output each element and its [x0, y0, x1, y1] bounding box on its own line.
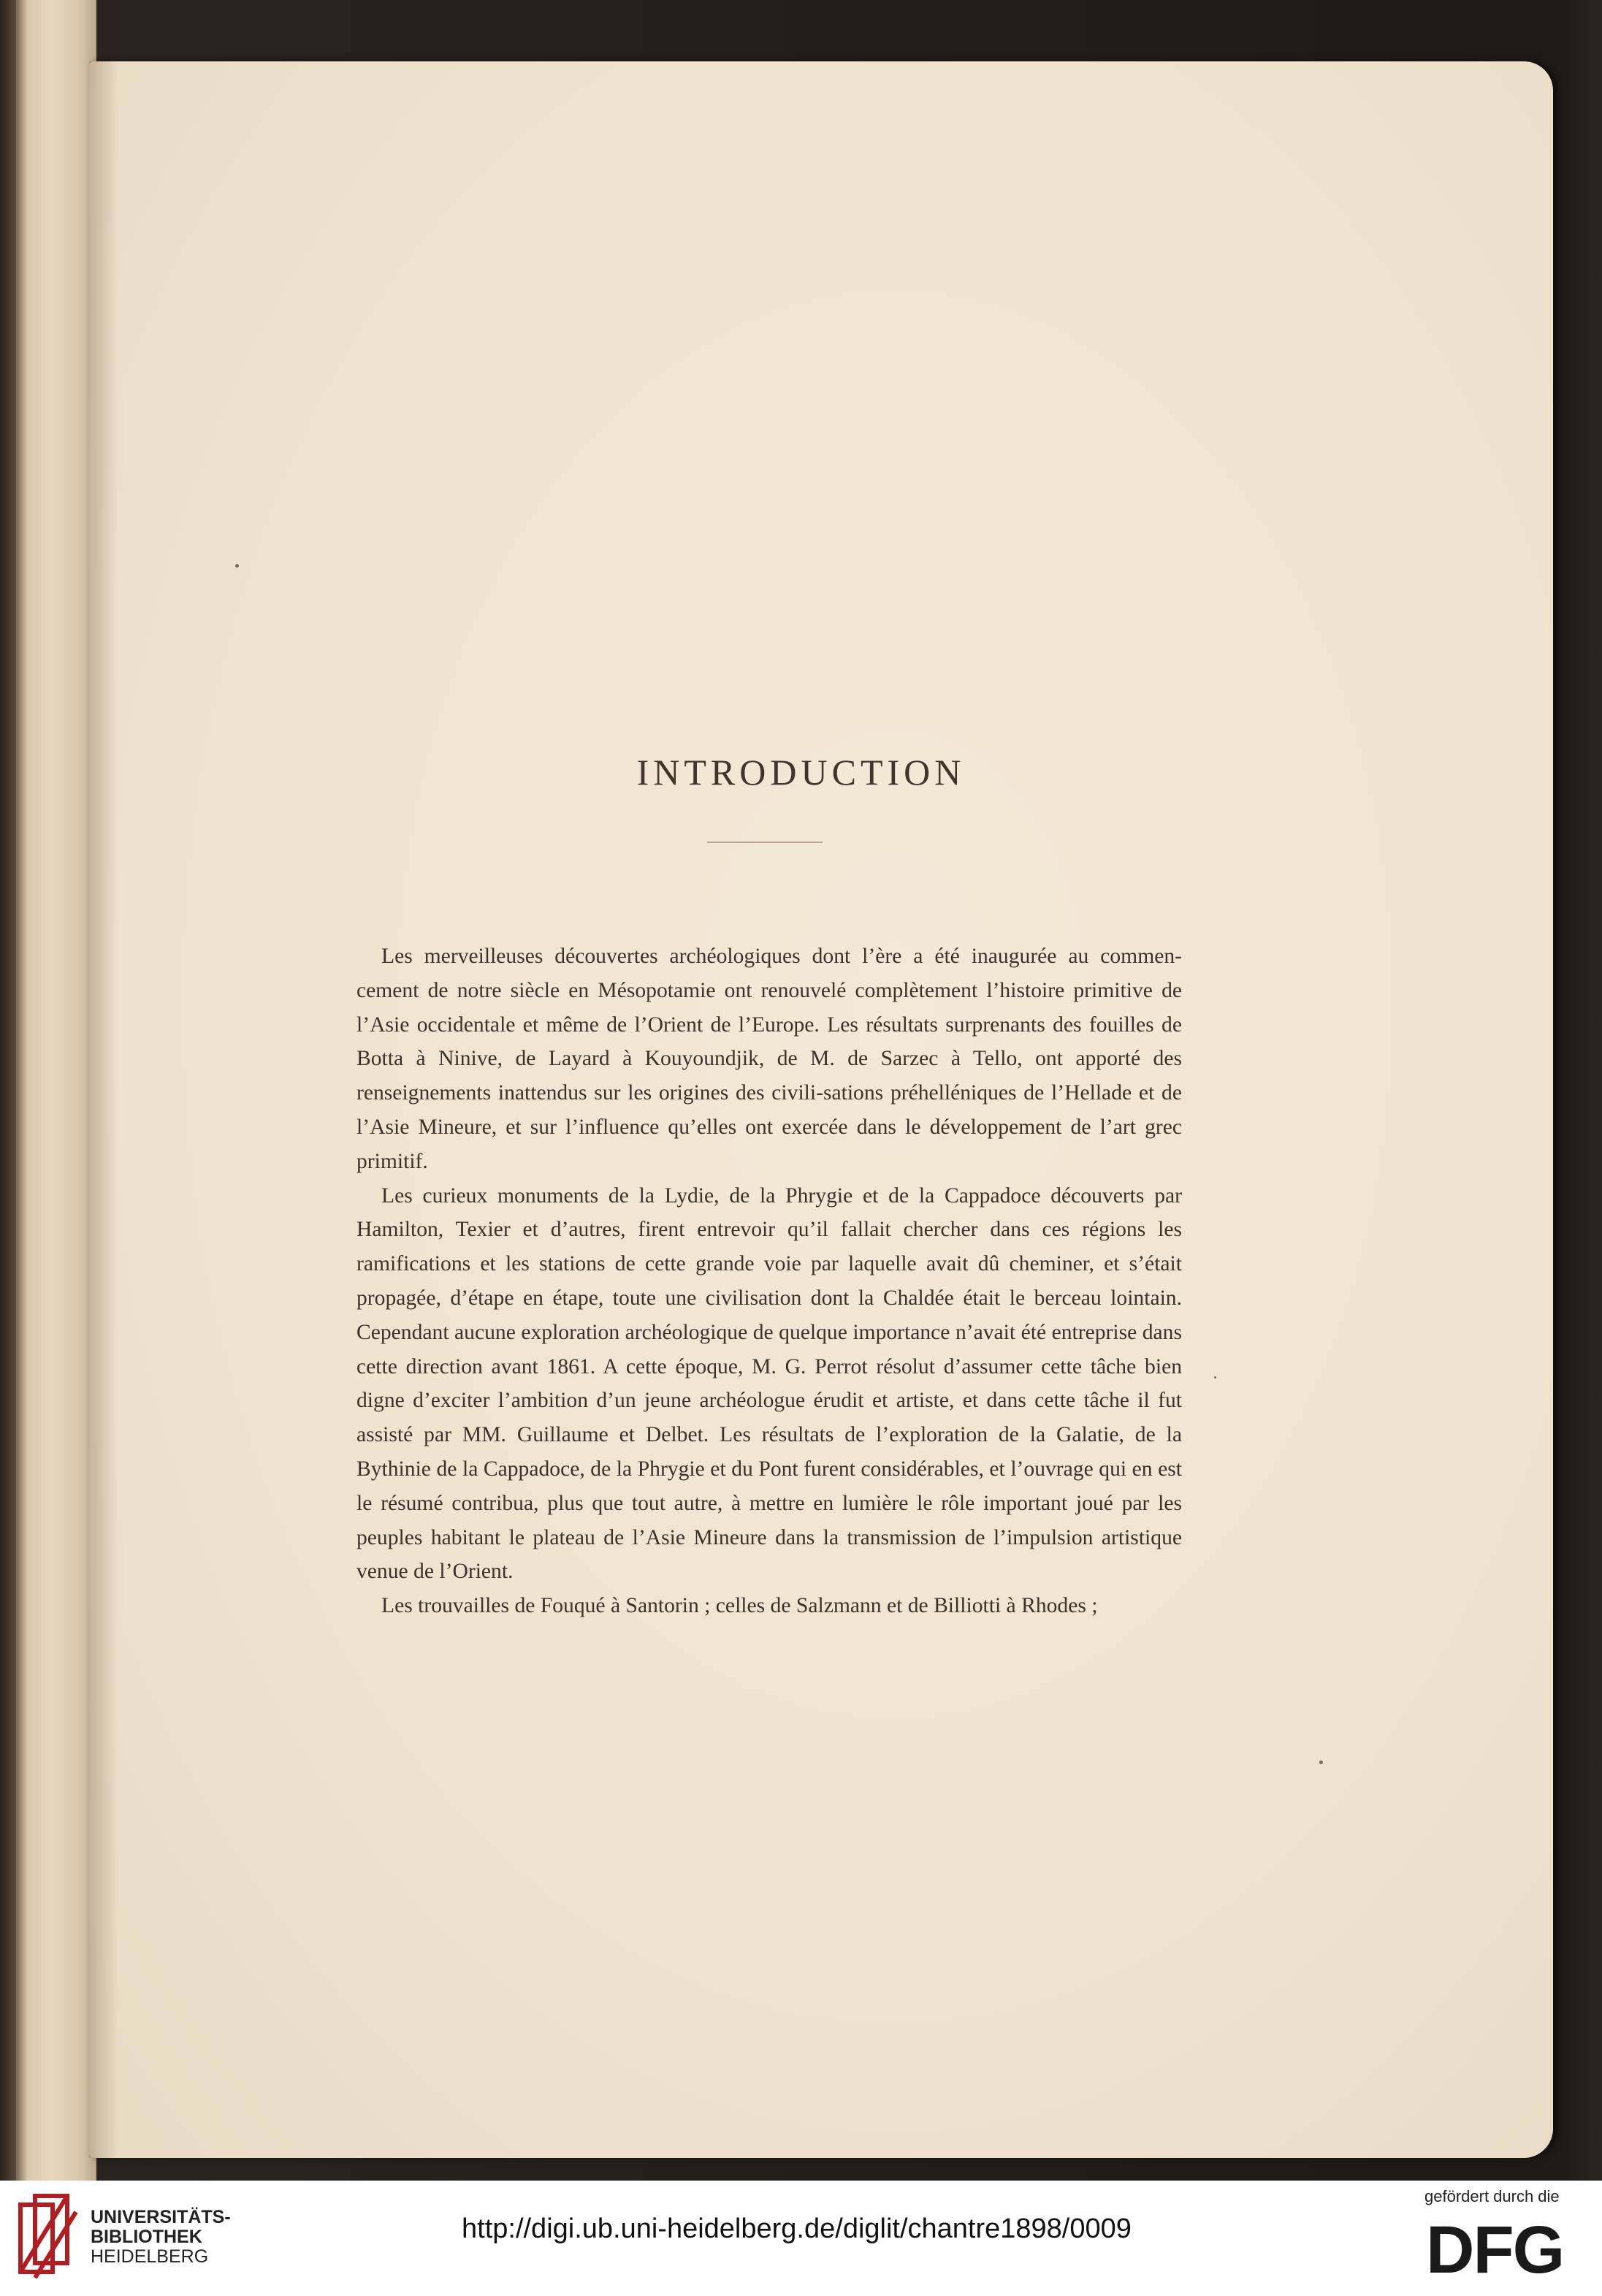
library-line-1: UNIVERSITÄTS-: [91, 2207, 231, 2227]
paragraph-1: Les merveilleuses découvertes archéologiques dont l’ère a été inaugurée au commen-cement de notre siècle en Mésopotamie ont renouvelé complètement l’histoire primitive de l’Asie occidentale et même de l’Orient de l’Europe. Les résultats surprenants des fouilles de Botta à Ninive, de Layard à Kouyoundjik, de M. de Sarzec à Tello, ont apporté des renseignements inattendus sur les origines des civili-sations préhelléniques de l’Hellade et de l’Asie Mineure, et sur l’influence qu’elles ont exercée dans le développement de l’art grec primitif.: [356, 945, 1182, 1173]
page-title: INTRODUCTION: [636, 752, 966, 793]
dfg-logo: DFG: [1426, 2213, 1564, 2287]
ub-heidelberg-logo-icon: [15, 2190, 82, 2287]
paper-speck: [1214, 1376, 1216, 1378]
paper-speck: [1319, 1761, 1323, 1764]
book-spine-edge: [0, 0, 16, 2181]
paragraph-3: Les trouvailles de Fouqué à Santorin ; celles de Salzmann et de Billiotti à Rhodes ;: [381, 1594, 1098, 1618]
body-text: [356, 939, 1182, 1623]
library-line-2: BIBLIOTHEK: [91, 2227, 202, 2247]
library-line-3: HEIDELBERG: [91, 2246, 209, 2267]
paragraph-2: Les curieux monuments de la Lydie, de la Phrygie et de la Cappadoce découverts par Hamilton, Texier et d’autres, firent entrevoir qu’il fallait chercher dans ces régions les ramifications et les stations de cette grande voie par laquelle avait dû cheminer, et s’était propagée, d’étape en étape, toute une civilisation dont la Chaldée était le berceau lointain. Cependant aucune exploration archéologique de quelque importance n’avait été entreprise dans cette direction avant 1861. A cette époque, M. G. Perrot résolut d’assumer cette tâche bien digne d’exciter l’ambition d’un jeune archéologue érudit et artiste, et dans cette tâche il fut assisté par MM. Guillaume et Delbet. Les résultats de l’exploration de la Galatie, de la Bythinie de la Cappadoce, de la Phrygie et du Pont furent considérables, et l’ouvrage qui en est le résumé contribua, plus que tout autre, à mettre en lumière le rôle important joué par les peuples habitant le plateau de l’Asie Mineure dans la transmission de l’impulsion artistique venue de l’Orient.: [356, 1183, 1182, 1584]
paper-speck: [235, 564, 239, 568]
page-gutter-shadow: [89, 61, 118, 2158]
document-url-link[interactable]: http://digi.ub.uni-heidelberg.de/diglit/chantre1898/0009: [462, 2213, 1132, 2244]
library-name: [91, 2208, 231, 2267]
funded-by-label: gefördert durch die: [1424, 2187, 1560, 2205]
title-rule: [707, 842, 823, 843]
